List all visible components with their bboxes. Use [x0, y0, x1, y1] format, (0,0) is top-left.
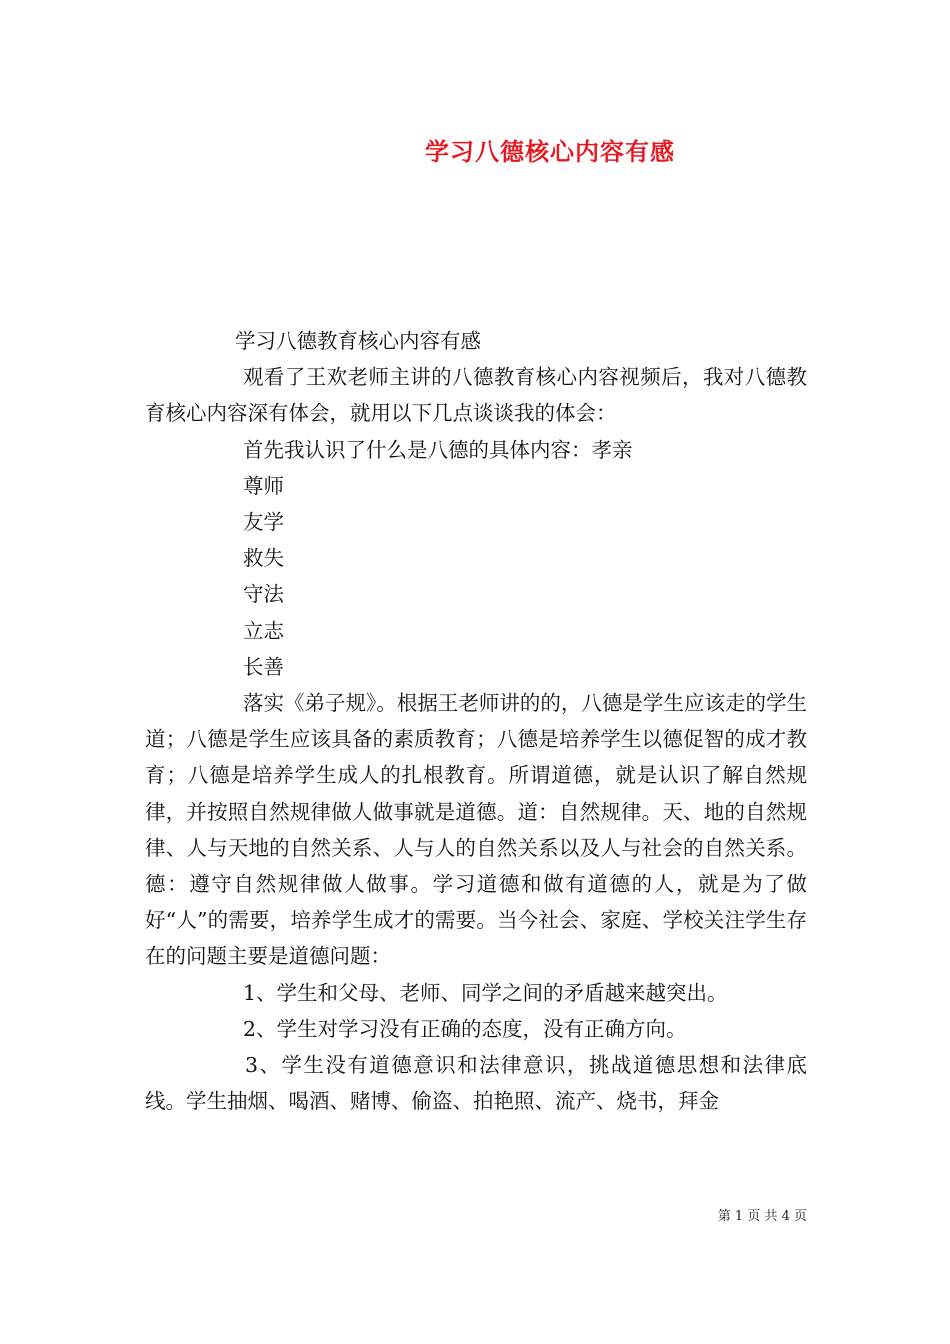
list-item: 1、学生和父母、老师、同学之间的矛盾越来越突出。 [243, 980, 728, 1005]
subtitle-paragraph: 学习八德教育核心内容有感 [235, 329, 481, 353]
virtue-item: 守法 [243, 582, 284, 607]
body-paragraph: 观看了王欢老师主讲的八德教育核心内容视频后，我对八德教育核心内容深有体会，就用以下几点谈谈我的体会： [145, 365, 807, 426]
document-title: 学习八德核心内容有感 [425, 137, 675, 166]
virtue-item: 救失 [243, 546, 284, 571]
list-item: 3、学生没有道德意识和法律意识，挑战道德思想和法律底线。学生抽烟、喝酒、赌博、偷盗、拍艳照、流产、烧书，拜金 [145, 1053, 807, 1114]
list-item: 2、学生对学习没有正确的态度，没有正确方向。 [243, 1016, 687, 1041]
virtue-item: 长善 [243, 654, 284, 679]
virtue-item: 友学 [243, 510, 284, 535]
virtue-item: 立志 [243, 618, 284, 643]
page-footer: 第 1 页 共 4 页 [717, 1209, 807, 1224]
body-paragraph: 落实《弟子规》。根据王老师讲的的，八德是学生应该走的学生道；八德是学生应该具备的素质教育；八德是培养学生以德促智的成才教育；八德是培养学生成人的扎根教育。所谓道德，就是认识了解自然规律，并按照自然规律做人做事就是道德。道：自然规律。天、地的自然规律、人与天地的自然关系、人与人的自然关系以及人与社会的自然关系。德：遵守自然规律做人做事。学习道德和做有道德的人，就是为了做好“人”的需要，培养学生成才的需要。当今社会、家庭、学校关注学生存在的问题主要是道德问题： [145, 691, 807, 969]
virtue-item: 尊师 [243, 473, 284, 498]
document-body [145, 323, 807, 1119]
body-paragraph: 首先我认识了什么是八德的具体内容：孝亲 [243, 437, 633, 462]
